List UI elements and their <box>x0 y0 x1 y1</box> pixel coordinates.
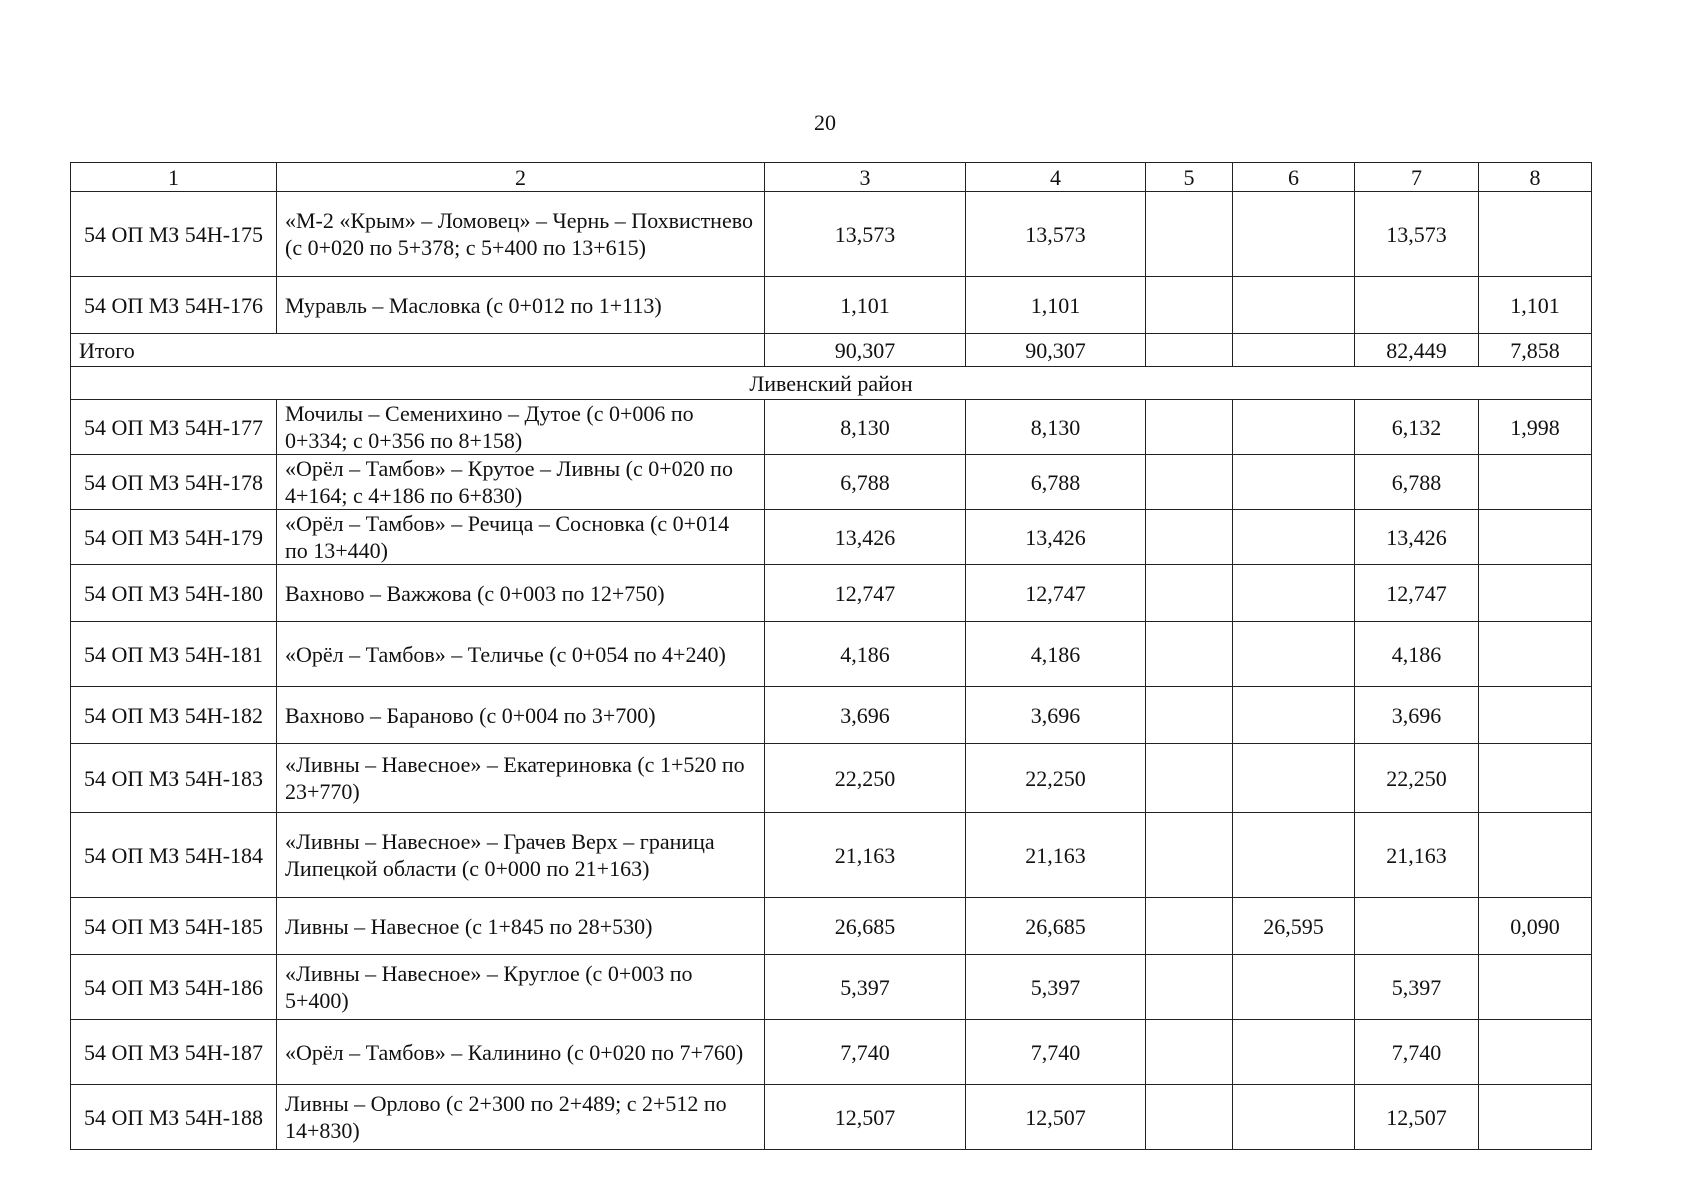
value-cell: 12,747 <box>1355 565 1479 622</box>
value-cell: 4,186 <box>966 622 1146 687</box>
value-cell: 7,740 <box>765 1020 966 1085</box>
value-cell <box>1479 1020 1592 1085</box>
value-cell <box>1146 813 1233 898</box>
value-cell <box>1479 622 1592 687</box>
column-header: 6 <box>1233 163 1355 192</box>
road-code-cell: 54 ОП МЗ 54Н-188 <box>71 1085 277 1150</box>
value-cell <box>1233 192 1355 277</box>
value-cell <box>1479 813 1592 898</box>
roads-table <box>70 162 1592 1150</box>
value-cell <box>1355 898 1479 955</box>
value-cell <box>1233 510 1355 565</box>
value-cell <box>1355 277 1479 334</box>
road-code-cell: 54 ОП МЗ 54Н-180 <box>71 565 277 622</box>
value-cell: 8,130 <box>765 400 966 455</box>
value-cell: 3,696 <box>765 687 966 744</box>
value-cell: 4,186 <box>1355 622 1479 687</box>
value-cell <box>1479 510 1592 565</box>
road-code-cell: 54 ОП МЗ 54Н-181 <box>71 622 277 687</box>
total-label: Итого <box>71 334 765 367</box>
road-name-cell: «М-2 «Крым» – Ломовец» – Чернь – Похвистнево (с 0+020 по 5+378; с 5+400 по 13+615) <box>277 192 765 277</box>
column-header: 1 <box>71 163 277 192</box>
value-cell: 12,747 <box>966 565 1146 622</box>
total-value-cell <box>1233 334 1355 367</box>
value-cell <box>1479 955 1592 1020</box>
value-cell: 6,132 <box>1355 400 1479 455</box>
road-code-cell: 54 ОП МЗ 54Н-177 <box>71 400 277 455</box>
value-cell <box>1479 744 1592 813</box>
column-header: 5 <box>1146 163 1233 192</box>
value-cell: 6,788 <box>1355 455 1479 510</box>
value-cell: 13,426 <box>1355 510 1479 565</box>
table-row <box>71 510 1592 565</box>
road-code-cell: 54 ОП МЗ 54Н-176 <box>71 277 277 334</box>
value-cell <box>1479 1085 1592 1150</box>
total-value-cell: 82,449 <box>1355 334 1479 367</box>
column-header: 4 <box>966 163 1146 192</box>
road-name-cell: «Орёл – Тамбов» – Речица – Сосновка (с 0+014 по 13+440) <box>277 510 765 565</box>
value-cell: 22,250 <box>1355 744 1479 813</box>
value-cell: 13,573 <box>1355 192 1479 277</box>
value-cell: 22,250 <box>966 744 1146 813</box>
value-cell <box>1233 813 1355 898</box>
value-cell: 7,740 <box>966 1020 1146 1085</box>
value-cell <box>1233 744 1355 813</box>
road-code-cell: 54 ОП МЗ 54Н-179 <box>71 510 277 565</box>
value-cell: 5,397 <box>966 955 1146 1020</box>
value-cell <box>1233 455 1355 510</box>
value-cell: 21,163 <box>1355 813 1479 898</box>
value-cell <box>1146 622 1233 687</box>
value-cell <box>1479 565 1592 622</box>
value-cell: 26,685 <box>765 898 966 955</box>
value-cell: 1,101 <box>1479 277 1592 334</box>
value-cell <box>1479 455 1592 510</box>
value-cell: 12,507 <box>966 1085 1146 1150</box>
value-cell <box>1233 277 1355 334</box>
value-cell: 5,397 <box>1355 955 1479 1020</box>
road-code-cell: 54 ОП МЗ 54Н-183 <box>71 744 277 813</box>
table-row <box>71 955 1592 1020</box>
value-cell <box>1146 1085 1233 1150</box>
value-cell: 6,788 <box>765 455 966 510</box>
value-cell: 26,595 <box>1233 898 1355 955</box>
value-cell: 21,163 <box>765 813 966 898</box>
value-cell <box>1479 687 1592 744</box>
value-cell: 13,426 <box>966 510 1146 565</box>
value-cell: 13,573 <box>966 192 1146 277</box>
value-cell <box>1233 1020 1355 1085</box>
value-cell: 12,747 <box>765 565 966 622</box>
road-code-cell: 54 ОП МЗ 54Н-187 <box>71 1020 277 1085</box>
total-value-cell <box>1146 334 1233 367</box>
road-name-cell: Муравль – Масловка (с 0+012 по 1+113) <box>277 277 765 334</box>
table-row <box>71 277 1592 334</box>
road-name-cell: Ливны – Орлово (с 2+300 по 2+489; с 2+512 по 14+830) <box>277 1085 765 1150</box>
value-cell: 5,397 <box>765 955 966 1020</box>
value-cell <box>1233 955 1355 1020</box>
table-row <box>71 565 1592 622</box>
value-cell <box>1146 400 1233 455</box>
table-row <box>71 622 1592 687</box>
total-value-cell: 90,307 <box>966 334 1146 367</box>
road-name-cell: Мочилы – Семенихино – Дутое (с 0+006 по 0+334; с 0+356 по 8+158) <box>277 400 765 455</box>
value-cell: 6,788 <box>966 455 1146 510</box>
table-row <box>71 455 1592 510</box>
value-cell: 1,998 <box>1479 400 1592 455</box>
table-row <box>71 1020 1592 1085</box>
value-cell: 13,573 <box>765 192 966 277</box>
value-cell: 3,696 <box>1355 687 1479 744</box>
value-cell: 13,426 <box>765 510 966 565</box>
column-number-header-row <box>71 163 1592 192</box>
value-cell: 12,507 <box>765 1085 966 1150</box>
value-cell <box>1146 455 1233 510</box>
total-row <box>71 334 1592 367</box>
column-header: 3 <box>765 163 966 192</box>
table-row <box>71 687 1592 744</box>
value-cell <box>1146 955 1233 1020</box>
road-name-cell: Ливны – Навесное (с 1+845 по 28+530) <box>277 898 765 955</box>
table-row <box>71 744 1592 813</box>
value-cell <box>1233 687 1355 744</box>
total-value-cell: 90,307 <box>765 334 966 367</box>
value-cell: 1,101 <box>765 277 966 334</box>
value-cell: 12,507 <box>1355 1085 1479 1150</box>
value-cell <box>1146 1020 1233 1085</box>
column-header: 7 <box>1355 163 1479 192</box>
value-cell: 1,101 <box>966 277 1146 334</box>
road-code-cell: 54 ОП МЗ 54Н-186 <box>71 955 277 1020</box>
value-cell: 4,186 <box>765 622 966 687</box>
road-name-cell: «Ливны – Навесное» – Екатериновка (с 1+520 по 23+770) <box>277 744 765 813</box>
table-row <box>71 1085 1592 1150</box>
road-code-cell: 54 ОП МЗ 54Н-182 <box>71 687 277 744</box>
table-row <box>71 192 1592 277</box>
road-name-cell: «Ливны – Навесное» – Круглое (с 0+003 по 5+400) <box>277 955 765 1020</box>
value-cell <box>1146 192 1233 277</box>
value-cell <box>1146 510 1233 565</box>
road-name-cell: «Орёл – Тамбов» – Крутое – Ливны (с 0+020 по 4+164; с 4+186 по 6+830) <box>277 455 765 510</box>
value-cell: 21,163 <box>966 813 1146 898</box>
column-header: 2 <box>277 163 765 192</box>
column-header: 8 <box>1479 163 1592 192</box>
value-cell <box>1233 622 1355 687</box>
table-row <box>71 898 1592 955</box>
table-row <box>71 400 1592 455</box>
value-cell <box>1146 565 1233 622</box>
district-name: Ливенский район <box>71 367 1592 400</box>
road-code-cell: 54 ОП МЗ 54Н-184 <box>71 813 277 898</box>
road-name-cell: «Ливны – Навесное» – Грачев Верх – граница Липецкой области (с 0+000 по 21+163) <box>277 813 765 898</box>
value-cell: 7,740 <box>1355 1020 1479 1085</box>
value-cell <box>1233 565 1355 622</box>
road-name-cell: «Орёл – Тамбов» – Теличье (с 0+054 по 4+240) <box>277 622 765 687</box>
value-cell <box>1146 744 1233 813</box>
road-code-cell: 54 ОП МЗ 54Н-178 <box>71 455 277 510</box>
value-cell: 22,250 <box>765 744 966 813</box>
value-cell <box>1146 687 1233 744</box>
total-value-cell: 7,858 <box>1479 334 1592 367</box>
value-cell <box>1233 400 1355 455</box>
value-cell <box>1146 898 1233 955</box>
page-number: 20 <box>814 110 836 135</box>
value-cell <box>1146 277 1233 334</box>
value-cell <box>1233 1085 1355 1150</box>
road-code-cell: 54 ОП МЗ 54Н-185 <box>71 898 277 955</box>
value-cell: 0,090 <box>1479 898 1592 955</box>
value-cell: 3,696 <box>966 687 1146 744</box>
table-row <box>71 813 1592 898</box>
road-code-cell: 54 ОП МЗ 54Н-175 <box>71 192 277 277</box>
road-name-cell: Вахново – Важжова (с 0+003 по 12+750) <box>277 565 765 622</box>
value-cell <box>1479 192 1592 277</box>
value-cell: 26,685 <box>966 898 1146 955</box>
value-cell: 8,130 <box>966 400 1146 455</box>
district-header-row <box>71 367 1592 400</box>
road-name-cell: «Орёл – Тамбов» – Калинино (с 0+020 по 7+760) <box>277 1020 765 1085</box>
road-name-cell: Вахново – Бараново (с 0+004 по 3+700) <box>277 687 765 744</box>
